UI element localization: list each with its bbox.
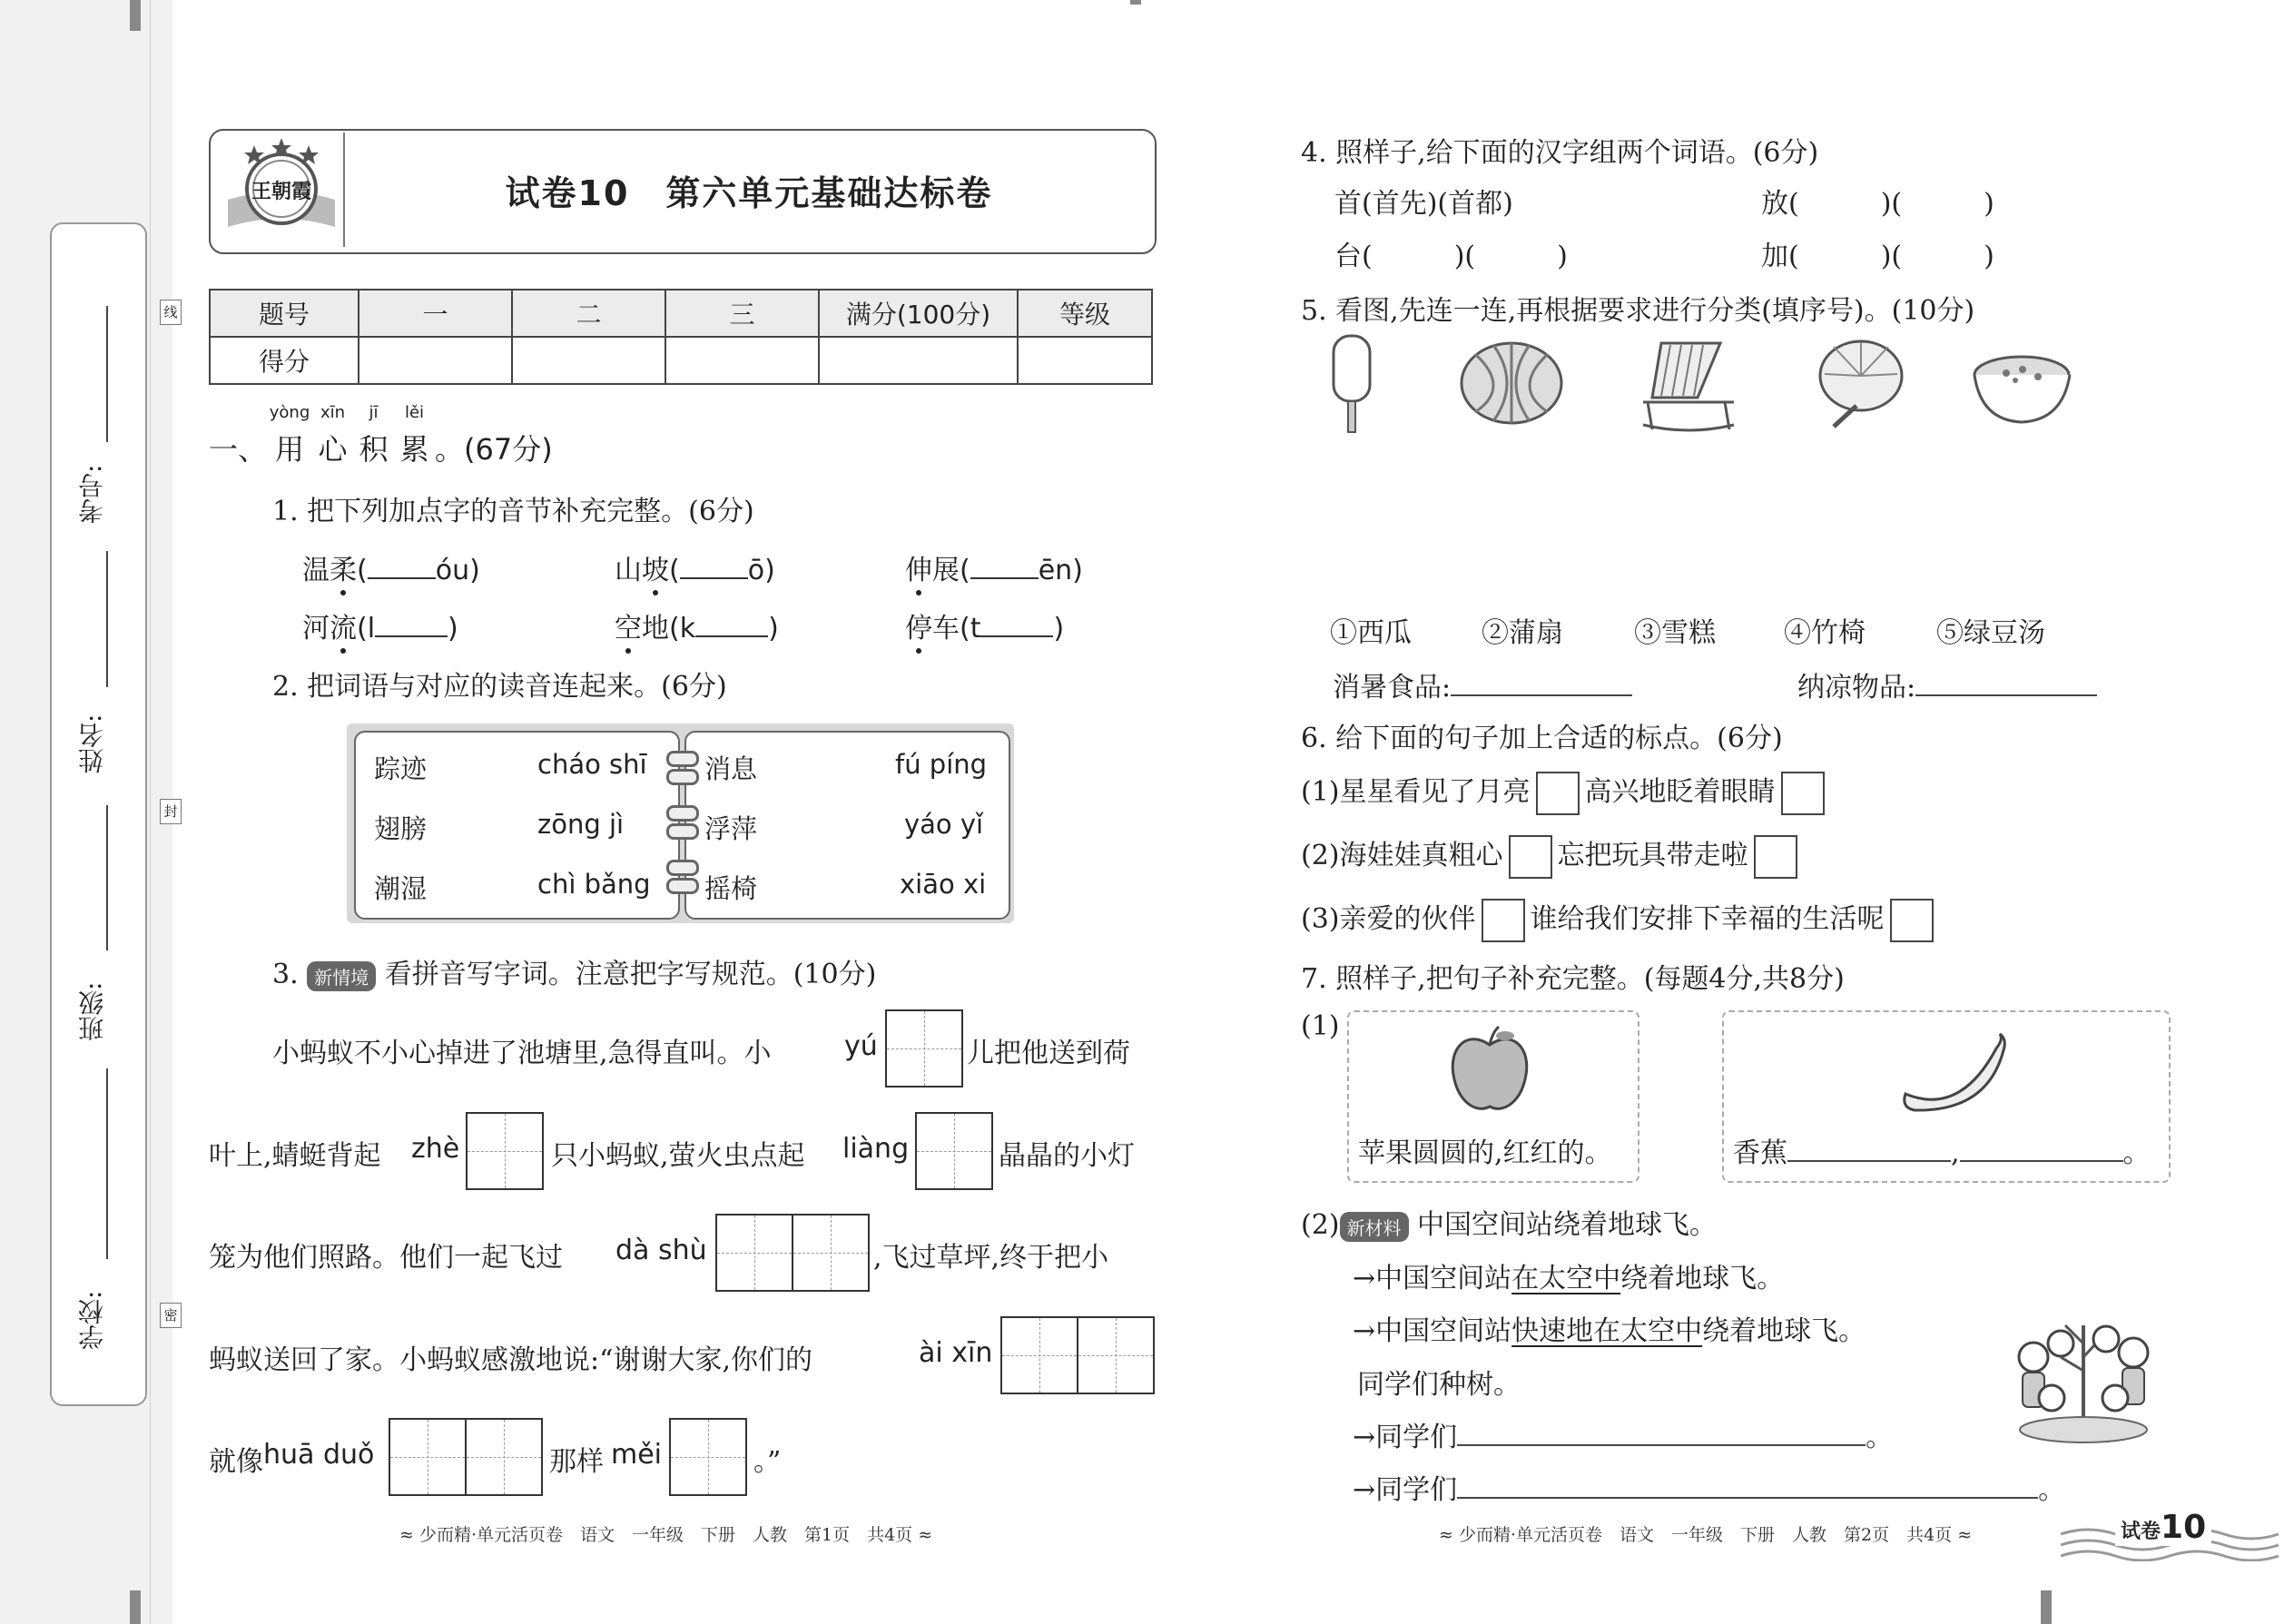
punctuation-box[interactable] bbox=[1781, 772, 1825, 815]
mung-bean-soup-icon[interactable] bbox=[1970, 349, 2074, 427]
ruby: xīn bbox=[320, 403, 346, 422]
punctuation-box[interactable] bbox=[1890, 899, 1934, 942]
q3-line2c: 晶晶的小灯 bbox=[999, 1140, 1135, 1172]
class-label: 班级: bbox=[77, 981, 107, 1041]
q7-answer-blank[interactable] bbox=[1457, 1444, 1866, 1446]
tianzige-box[interactable] bbox=[466, 1112, 544, 1190]
palm-fan-icon[interactable] bbox=[1807, 338, 1906, 428]
page-title: 试卷10 第六单元基础达标卷 bbox=[505, 173, 993, 213]
student-info-box bbox=[50, 222, 147, 1406]
q5-option[interactable]: ④竹椅 bbox=[1784, 617, 1866, 649]
footer-right: ≈ 少而精·单元活页卷 语文 一年级 下册 人教 第2页 共4页 ≈ bbox=[1439, 1525, 1973, 1545]
score-cell[interactable] bbox=[665, 337, 819, 384]
q1-blank[interactable] bbox=[680, 577, 748, 579]
section-1-title bbox=[209, 403, 553, 468]
q3-line5b: 那样 bbox=[549, 1446, 604, 1478]
logo-text: 王朝霞 bbox=[251, 180, 311, 203]
q1-blank[interactable] bbox=[980, 635, 1053, 637]
q5-option[interactable]: ①西瓜 bbox=[1330, 617, 1412, 649]
q3-line1a: 小蚂蚁不小心掉进了池塘里,急得直叫。小 bbox=[272, 1038, 772, 1069]
punctuation-box[interactable] bbox=[1509, 835, 1552, 879]
q3-pinyin: měi bbox=[611, 1439, 663, 1471]
tianzige-box[interactable] bbox=[669, 1418, 747, 1496]
apple-sentence: 苹果圆圆的,红红的。 bbox=[1358, 1137, 1612, 1169]
score-header: 等级 bbox=[1018, 290, 1152, 337]
banana-blank[interactable] bbox=[1787, 1160, 1951, 1162]
q7-label-1: (1) bbox=[1301, 1010, 1340, 1042]
match-word[interactable]: 消息 bbox=[704, 753, 758, 784]
punctuation-box[interactable] bbox=[1536, 772, 1580, 815]
q6-prompt: 6. 给下面的句子加上合适的标点。(6分) bbox=[1301, 723, 1783, 754]
q7-example-1: →中国空间站在太空中绕着地球飞。 bbox=[1353, 1263, 1785, 1294]
q5-prompt: 5. 看图,先连一连,再根据要求进行分类(填序号)。(10分) bbox=[1301, 295, 1975, 327]
q5-option[interactable]: ⑤绿豆汤 bbox=[1936, 617, 2045, 649]
q3-line4a: 蚂蚁送回了家。小蚂蚁感激地说:“谢谢大家,你们的 bbox=[209, 1344, 812, 1376]
score-cell[interactable] bbox=[1018, 337, 1152, 384]
children-planting-tree-illustration bbox=[1997, 1307, 2170, 1452]
q1-item: 河流(l ) bbox=[302, 613, 458, 645]
q3-pinyin: liàng bbox=[842, 1133, 910, 1165]
q5-option[interactable]: ②蒲扇 bbox=[1482, 617, 1563, 649]
new-context-tag: 新情境 bbox=[307, 961, 376, 991]
punctuation-box[interactable] bbox=[1482, 899, 1525, 942]
q1-item: 山坡( ō) bbox=[615, 555, 775, 586]
cut-mark-secret: 密 bbox=[160, 1303, 182, 1328]
q3-line3b: ,飞过草坪,终于把小 bbox=[873, 1242, 1109, 1274]
q1-blank[interactable] bbox=[368, 577, 436, 579]
section-1-char: 心 bbox=[318, 432, 348, 467]
q1-item: 停车(t ) bbox=[905, 613, 1065, 645]
q2-prompt: 2. 把词语与对应的读音连起来。(6分) bbox=[272, 671, 727, 703]
section-1-char: 用 bbox=[275, 432, 305, 467]
q3-prompt-line: 3. 新情境 看拼音写字词。注意把字写规范。(10分) bbox=[272, 959, 877, 990]
q6-sentence: (1)星星看见了月亮 高兴地眨着眼睛 bbox=[1301, 769, 1830, 815]
bamboo-chair-icon[interactable] bbox=[1634, 334, 1743, 436]
q1-item: 空地(k ) bbox=[615, 613, 779, 645]
q4-prompt: 4. 照样子,给下面的汉字组两个词语。(6分) bbox=[1301, 137, 1819, 169]
q3-line5c: 。” bbox=[753, 1446, 782, 1478]
q1-item: 伸展( ēn) bbox=[905, 555, 1083, 586]
exam-number-label: 考号: bbox=[77, 464, 107, 524]
q6-sentence: (3)亲爱的伙伴 谁给我们安排下幸福的生活呢 bbox=[1301, 896, 1939, 942]
match-word[interactable]: 潮湿 bbox=[374, 873, 428, 904]
page-bottom-bar bbox=[2041, 1590, 2052, 1624]
q1-blank[interactable] bbox=[695, 635, 768, 637]
class-line[interactable] bbox=[106, 805, 108, 950]
apple-icon bbox=[1449, 1025, 1531, 1116]
binding-edge bbox=[150, 0, 151, 1624]
score-table bbox=[209, 289, 1153, 385]
q7-task: 同学们种树。 bbox=[1357, 1369, 1521, 1401]
q3-pinyin: zhè bbox=[411, 1133, 460, 1165]
q4-example: 首(首先)(首都) bbox=[1334, 188, 1513, 220]
match-word[interactable]: 浮萍 bbox=[704, 813, 758, 844]
score-header: 一 bbox=[359, 290, 512, 337]
tianzige-box[interactable] bbox=[1000, 1316, 1155, 1394]
q3-pinyin: dà shù bbox=[615, 1235, 707, 1266]
exam-number-line[interactable] bbox=[106, 306, 108, 442]
new-material-tag: 新材料 bbox=[1340, 1212, 1409, 1242]
score-header: 三 bbox=[665, 290, 819, 337]
logo-separator bbox=[343, 133, 345, 247]
q7-prompt: 7. 照样子,把句子补充完整。(每题4分,共8分) bbox=[1301, 963, 1845, 995]
q4-item[interactable]: 台( )( ) bbox=[1334, 241, 1568, 272]
match-pinyin[interactable]: xiāo xi bbox=[900, 869, 987, 900]
q1-blank[interactable] bbox=[970, 577, 1039, 579]
q1-blank[interactable] bbox=[375, 635, 448, 637]
q3-pinyin: huā duǒ bbox=[263, 1439, 375, 1471]
ruby: jī bbox=[369, 403, 379, 422]
apple-card bbox=[1347, 1010, 1639, 1183]
notebook-ring bbox=[666, 860, 699, 876]
notebook-right-page bbox=[684, 731, 1010, 920]
page-tag-number: 10 bbox=[2161, 1509, 2207, 1546]
score-header: 二 bbox=[512, 290, 665, 337]
notebook-ring bbox=[666, 751, 699, 767]
q5-option[interactable]: ③雪糕 bbox=[1634, 617, 1716, 649]
match-word[interactable]: 摇椅 bbox=[704, 873, 758, 904]
match-word[interactable]: 翅膀 bbox=[374, 813, 428, 844]
tianzige-box[interactable] bbox=[885, 1009, 963, 1088]
match-pinyin[interactable]: yáo yǐ bbox=[904, 809, 984, 840]
binding-top-bar bbox=[130, 0, 141, 31]
notebook-ring bbox=[666, 823, 699, 840]
q7-part2-line: (2) 新材料 中国空间站绕着地球飞。 bbox=[1301, 1209, 1718, 1241]
school-line[interactable] bbox=[106, 1068, 108, 1259]
q1-prompt: 1. 把下列加点字的音节补充完整。(6分) bbox=[272, 496, 754, 527]
q7-answer-line: →同学们 。 bbox=[1353, 1422, 1894, 1453]
tianzige-box[interactable] bbox=[915, 1112, 993, 1190]
punctuation-box[interactable] bbox=[1754, 835, 1797, 879]
q3-line3a: 笼为他们照路。他们一起飞过 bbox=[209, 1242, 563, 1274]
page-top-bar bbox=[1130, 0, 1141, 5]
score-cell[interactable] bbox=[512, 337, 665, 384]
popsicle-icon[interactable] bbox=[1321, 334, 1384, 436]
name-label: 姓名: bbox=[77, 714, 107, 773]
q5-answer-line[interactable] bbox=[1915, 694, 2097, 696]
section-1-char: 积 bbox=[359, 432, 389, 467]
q4-item[interactable]: 加( )( ) bbox=[1761, 241, 1994, 272]
score-cell[interactable] bbox=[359, 337, 512, 384]
q3-line1b: 儿把他送到荷 bbox=[967, 1038, 1130, 1069]
q7-example-2: →中国空间站快速地在太空中绕着地球飞。 bbox=[1353, 1315, 1866, 1347]
banana-blank[interactable] bbox=[1960, 1160, 2123, 1162]
q7-answer-line: →同学们 。 bbox=[1353, 1474, 2066, 1506]
banana-card bbox=[1722, 1010, 2171, 1183]
banana-sentence: 香蕉 , 。 bbox=[1733, 1137, 2151, 1169]
page-tag bbox=[2115, 1509, 2211, 1546]
notebook-ring bbox=[666, 769, 699, 785]
match-pinyin[interactable]: fú píng bbox=[895, 749, 988, 780]
match-pinyin[interactable]: chì bǎng bbox=[537, 869, 651, 900]
q5-category: 纳凉物品: bbox=[1797, 664, 2097, 704]
notebook-ring bbox=[666, 805, 699, 822]
footer-left: ≈ 少而精·单元活页卷 语文 一年级 下册 人教 第1页 共4页 ≈ bbox=[399, 1525, 933, 1545]
q3-line2b: 只小蚂蚁,萤火虫点起 bbox=[551, 1140, 805, 1172]
banana-icon bbox=[1896, 1030, 2014, 1121]
page-tag-label: 试卷 bbox=[2121, 1521, 2161, 1543]
tianzige-box[interactable] bbox=[389, 1418, 543, 1496]
match-pinyin[interactable]: cháo shī bbox=[537, 749, 647, 780]
section-1-suffix: 。(67分) bbox=[435, 432, 553, 467]
name-line[interactable] bbox=[106, 551, 108, 687]
section-1-prefix: 一、 bbox=[209, 432, 268, 467]
binding-bottom-bar bbox=[130, 1590, 141, 1624]
cut-mark-line: 线 bbox=[160, 300, 182, 325]
match-pinyin[interactable]: zōng jì bbox=[537, 809, 625, 840]
q1-item: 温柔( óu) bbox=[302, 555, 480, 586]
q7-answer-blank[interactable] bbox=[1457, 1497, 2038, 1499]
q3-line2a: 叶上,蜻蜓背起 bbox=[209, 1140, 381, 1172]
watermelon-icon[interactable] bbox=[1457, 338, 1566, 428]
tianzige-box[interactable] bbox=[715, 1214, 870, 1292]
ruby: yòng bbox=[269, 403, 310, 422]
notebook-ring bbox=[666, 878, 699, 894]
section-1-char: 累 bbox=[399, 432, 429, 467]
score-row-label: 得分 bbox=[210, 337, 359, 384]
cut-mark-seal: 封 bbox=[160, 799, 182, 824]
q4-item[interactable]: 放( )( ) bbox=[1761, 188, 1994, 220]
matching-notebook bbox=[347, 723, 1014, 923]
q6-sentence: (2)海娃娃真粗心 忘把玩具带走啦 bbox=[1301, 832, 1803, 879]
score-header: 满分(100分) bbox=[819, 290, 1018, 337]
q5-answer-line[interactable] bbox=[1451, 694, 1632, 696]
q3-pinyin: yú bbox=[844, 1030, 878, 1062]
ruby: lěi bbox=[404, 403, 425, 422]
score-cell[interactable] bbox=[819, 337, 1018, 384]
q5-category: 消暑食品: bbox=[1333, 664, 1632, 704]
notebook-left-page bbox=[354, 731, 680, 920]
score-header: 题号 bbox=[210, 290, 359, 337]
q3-pinyin: ài xīn bbox=[919, 1337, 993, 1369]
brand-logo bbox=[222, 136, 340, 243]
match-word[interactable]: 踪迹 bbox=[374, 753, 428, 784]
q3-line5a: 就像 bbox=[209, 1446, 263, 1478]
school-label: 学校: bbox=[77, 1290, 107, 1350]
